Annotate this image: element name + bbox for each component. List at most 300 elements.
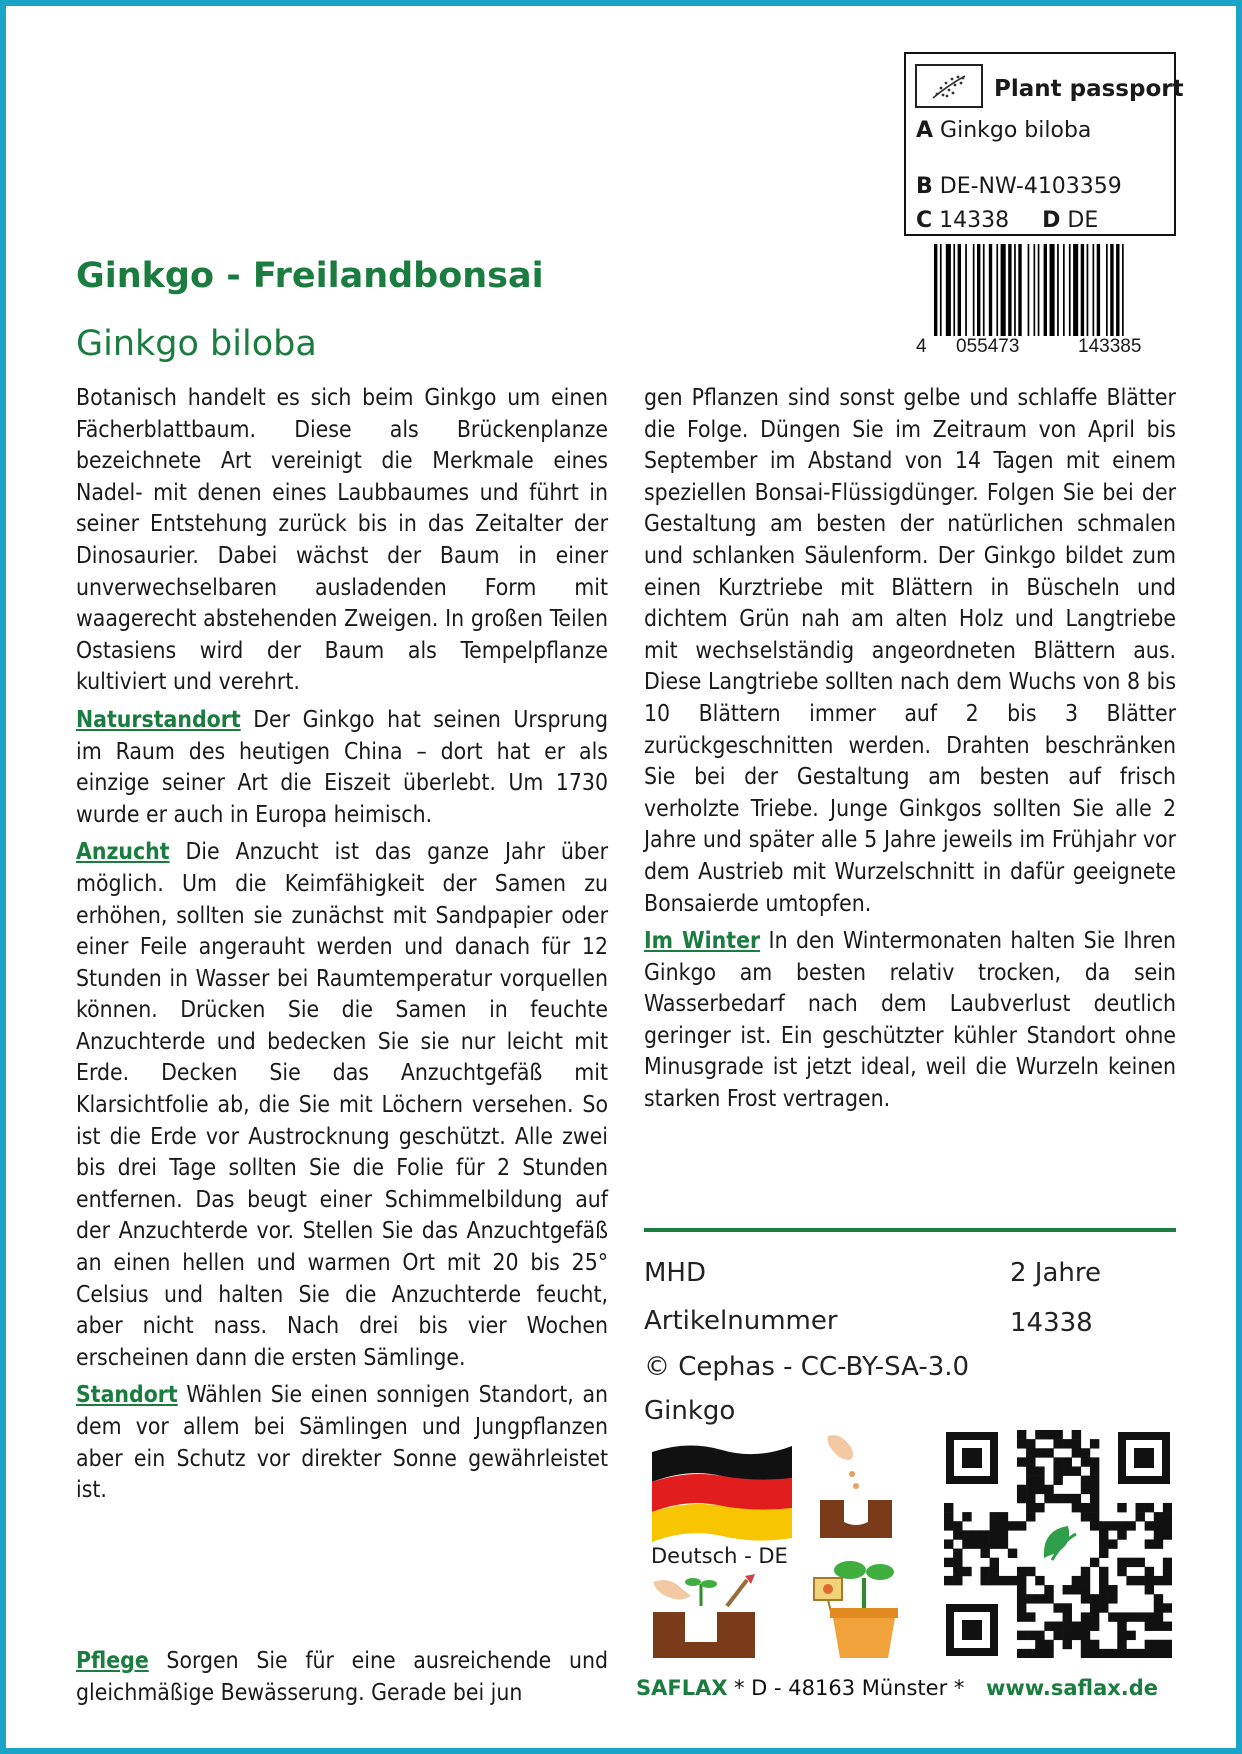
qr-module bbox=[1072, 1576, 1081, 1585]
qr-module bbox=[1026, 1503, 1035, 1512]
qr-module bbox=[1099, 1549, 1108, 1558]
qr-module bbox=[980, 1530, 989, 1539]
qr-module bbox=[953, 1567, 962, 1576]
qr-module bbox=[1081, 1622, 1090, 1631]
article-number-label: Artikelnummer bbox=[644, 1306, 838, 1336]
qr-module bbox=[1053, 1439, 1062, 1448]
passport-row-a bbox=[916, 118, 1091, 143]
qr-module bbox=[1035, 1594, 1044, 1603]
qr-module bbox=[1154, 1622, 1163, 1631]
barcode-group-left: 055473 bbox=[956, 336, 1020, 357]
qr-module bbox=[1072, 1494, 1081, 1503]
qr-module bbox=[1053, 1457, 1062, 1466]
qr-module bbox=[1044, 1430, 1053, 1439]
seedling-pot-icon bbox=[806, 1552, 904, 1660]
qr-module bbox=[1145, 1576, 1154, 1585]
qr-module bbox=[1063, 1640, 1072, 1649]
barcode-bar bbox=[1018, 244, 1021, 336]
qr-module bbox=[1063, 1603, 1072, 1612]
winter-heading: Im Winter bbox=[644, 928, 761, 955]
qr-module bbox=[1117, 1530, 1126, 1539]
qr-module bbox=[962, 1512, 971, 1521]
barcode-bar bbox=[1122, 244, 1124, 336]
qr-module bbox=[962, 1539, 971, 1548]
qr-module bbox=[1081, 1567, 1090, 1576]
qr-module bbox=[962, 1530, 971, 1539]
passport-value-a: Ginkgo biloba bbox=[940, 118, 1092, 143]
mhd-value: 2 Jahre bbox=[1010, 1258, 1101, 1288]
qr-module bbox=[944, 1503, 953, 1512]
qr-module bbox=[1145, 1521, 1154, 1530]
qr-module bbox=[1090, 1503, 1099, 1512]
qr-module bbox=[1017, 1612, 1026, 1621]
qr-module bbox=[1081, 1576, 1090, 1585]
qr-module bbox=[1154, 1649, 1163, 1658]
qr-module bbox=[1017, 1603, 1026, 1612]
qr-module bbox=[1154, 1512, 1163, 1521]
qr-module bbox=[1090, 1494, 1099, 1503]
qr-module bbox=[1044, 1594, 1053, 1603]
barcode-bar bbox=[989, 244, 992, 336]
qr-module bbox=[953, 1576, 962, 1585]
qr-module bbox=[1081, 1485, 1090, 1494]
barcode-bar bbox=[953, 244, 955, 336]
barcode-bar bbox=[1001, 244, 1006, 336]
qr-module bbox=[1090, 1466, 1099, 1475]
qr-module bbox=[1072, 1466, 1081, 1475]
qr-module bbox=[1044, 1448, 1053, 1457]
qr-module bbox=[1090, 1612, 1099, 1621]
company-address: * D - 48163 Münster * bbox=[734, 1676, 965, 1700]
qr-module bbox=[999, 1576, 1008, 1585]
qr-module bbox=[1044, 1485, 1053, 1494]
qr-module bbox=[1099, 1576, 1108, 1585]
qr-module bbox=[1108, 1612, 1117, 1621]
qr-module bbox=[1090, 1622, 1099, 1631]
pflege-paragraph-start bbox=[76, 1646, 608, 1712]
qr-module bbox=[1163, 1649, 1172, 1658]
qr-module bbox=[971, 1539, 980, 1548]
qr-module bbox=[990, 1539, 999, 1548]
qr-module bbox=[953, 1549, 962, 1558]
qr-module bbox=[1145, 1567, 1154, 1576]
qr-module bbox=[1035, 1649, 1044, 1658]
brand-name: SAFLAX bbox=[636, 1676, 728, 1700]
passport-key-a: A bbox=[916, 118, 934, 143]
qr-module bbox=[1026, 1512, 1035, 1521]
qr-module bbox=[999, 1539, 1008, 1548]
qr-module bbox=[1044, 1622, 1053, 1631]
qr-module bbox=[1081, 1457, 1090, 1466]
qr-module bbox=[1063, 1466, 1072, 1475]
qr-module bbox=[1081, 1631, 1090, 1640]
qr-module bbox=[1126, 1631, 1135, 1640]
qr-module bbox=[1035, 1576, 1044, 1585]
qr-module bbox=[1053, 1603, 1062, 1612]
qr-module bbox=[953, 1530, 962, 1539]
passport-value-d: DE bbox=[1067, 208, 1099, 233]
qr-module bbox=[1154, 1539, 1163, 1548]
qr-module bbox=[1017, 1439, 1026, 1448]
qr-module bbox=[944, 1512, 953, 1521]
qr-module bbox=[1035, 1448, 1044, 1457]
qr-module bbox=[1126, 1521, 1135, 1530]
qr-module bbox=[1017, 1576, 1026, 1585]
sowing-icon bbox=[816, 1430, 906, 1540]
passport-key-d: D bbox=[1042, 208, 1061, 233]
qr-module bbox=[1026, 1494, 1035, 1503]
barcode-bar bbox=[1097, 244, 1100, 336]
barcode-bar bbox=[1081, 244, 1084, 336]
qr-module bbox=[1099, 1521, 1108, 1530]
product-title: Ginkgo - Freilandbonsai bbox=[76, 256, 544, 296]
qr-module bbox=[1053, 1622, 1062, 1631]
qr-module bbox=[1108, 1649, 1117, 1658]
pflege-heading: Pflege bbox=[76, 1648, 149, 1674]
qr-module bbox=[1117, 1612, 1126, 1621]
barcode-digit-prefix: 4 bbox=[916, 336, 927, 357]
qr-module bbox=[990, 1567, 999, 1576]
qr-module bbox=[1108, 1539, 1117, 1548]
pflege-text-start: Sorgen Sie für eine ausreichende und gleichmäßige Bewässerung. Gerade bei jun bbox=[76, 1648, 608, 1706]
barcode-bar bbox=[1044, 244, 1047, 336]
qr-module bbox=[1090, 1594, 1099, 1603]
qr-module bbox=[1090, 1603, 1099, 1612]
passport-value-c: 14338 bbox=[939, 208, 1010, 233]
qr-module bbox=[1126, 1612, 1135, 1621]
qr-module bbox=[1099, 1530, 1108, 1539]
qr-module bbox=[1099, 1585, 1108, 1594]
qr-module bbox=[1063, 1457, 1072, 1466]
intro-paragraph: Botanisch handelt es sich beim Ginkgo um einen Fächerblattbaum. Diese als Brückenplanze bezeichnete Art vereinigt die Merkmale eines Nadel- mit denen eines Laubbaumes und führt in seiner Entstehung zurück bis in das Zeitalter der Dinosaurier. Dabei wächst der Baum in einer unverwechselbaren ausladenden Form mit waagerecht abstehenden Zweigen. In großen Teilen Ostasiens wird der Baum als Tempelpflanze kultiviert und verehrt. bbox=[76, 385, 608, 696]
qr-module bbox=[1008, 1576, 1017, 1585]
barcode-bar bbox=[1038, 244, 1040, 336]
passport-title: Plant passport bbox=[994, 76, 1184, 102]
website-link[interactable]: www.saflax.de bbox=[986, 1676, 1159, 1700]
barcode-bar bbox=[946, 244, 951, 336]
qr-module bbox=[1145, 1622, 1154, 1631]
qr-module bbox=[1072, 1439, 1081, 1448]
qr-module bbox=[944, 1558, 953, 1567]
barcode-group-right: 143385 bbox=[1078, 336, 1142, 357]
qr-module bbox=[1081, 1585, 1090, 1594]
qr-module bbox=[1035, 1476, 1044, 1485]
qr-module bbox=[944, 1576, 953, 1585]
qr-module bbox=[1099, 1567, 1108, 1576]
qr-module bbox=[953, 1521, 962, 1530]
image-caption: Ginkgo bbox=[644, 1396, 736, 1426]
barcode-bar bbox=[1093, 244, 1095, 336]
qr-module bbox=[1053, 1430, 1062, 1439]
qr-code-icon bbox=[944, 1430, 1172, 1658]
qr-module bbox=[1145, 1612, 1154, 1621]
naturstandort-text: Der Ginkgo hat seinen Ursprung im Raum des heutigen China – dort hat er als einzige seiner Art die Eiszeit überlebt. Um 1730 wurde er auch in Europa heimisch. bbox=[76, 706, 608, 828]
qr-module bbox=[1117, 1503, 1126, 1512]
qr-module bbox=[1154, 1612, 1163, 1621]
qr-module bbox=[1081, 1503, 1090, 1512]
qr-module bbox=[1017, 1631, 1026, 1640]
qr-module bbox=[1063, 1439, 1072, 1448]
qr-module bbox=[1136, 1503, 1145, 1512]
qr-module bbox=[1072, 1430, 1081, 1439]
qr-module bbox=[1163, 1622, 1172, 1631]
standort-text: Wählen Sie einen sonnigen Standort, an dem vor allem bei Sämlingen und Jungpflanzen aber ein Schutz vor direkter Sonne gewährleistet ist. bbox=[76, 1382, 609, 1504]
qr-module bbox=[1026, 1631, 1035, 1640]
qr-module bbox=[1163, 1558, 1172, 1567]
qr-module bbox=[1044, 1585, 1053, 1594]
qr-module bbox=[1117, 1622, 1126, 1631]
qr-module bbox=[1108, 1585, 1117, 1594]
qr-module bbox=[944, 1521, 953, 1530]
qr-module bbox=[1026, 1476, 1035, 1485]
qr-module bbox=[1017, 1649, 1026, 1658]
passport-row-b bbox=[916, 174, 1122, 199]
barcode-bar bbox=[958, 244, 961, 336]
qr-module bbox=[1017, 1585, 1026, 1594]
naturstandort-paragraph bbox=[76, 705, 608, 831]
qr-module bbox=[1026, 1567, 1035, 1576]
qr-module bbox=[1090, 1649, 1099, 1658]
qr-module bbox=[1035, 1430, 1044, 1439]
barcode-bar bbox=[940, 244, 942, 336]
info-divider bbox=[644, 1228, 1176, 1232]
anzucht-text: Die Anzucht ist das ganze Jahr über möglich. Um die Keimfähigkeit der Samen zu erhöhen, sollten sie zunächst mit Sandpapier oder einer Feile angerauht werden und danach für 12 Stunden in Wasser bei Raumtemperatur vorquellen können. Drücken Sie die Samen in feuchte Anzuchterde und bedecken Sie sie nur leicht mit Erde. Decken Sie das Anzuchtgefäß mit Klarsichtfolie ab, die Sie mit Löchern versehen. So ist die Erde vor Austrocknung geschützt. Alle zwei bis drei Tage sollten Sie die Folie für 2 Stunden entfernen. Das beugt einer Schimmelbildung auf der Anzuchterde vor. Stellen Sie das Anzuchtgefäß an einen hellen und warmen Ort mit 20 bis 25° Celsius und halten Sie die Anzuchterde feucht, aber nicht nass. Nach drei bis vier Wochen erscheinen dann die ersten Sämlinge. bbox=[76, 839, 608, 1371]
qr-module bbox=[1035, 1631, 1044, 1640]
barcode-bar bbox=[1014, 244, 1016, 336]
qr-module bbox=[1090, 1558, 1099, 1567]
qr-module bbox=[1154, 1594, 1163, 1603]
botanical-name: Ginkgo biloba bbox=[76, 324, 317, 364]
qr-module bbox=[990, 1512, 999, 1521]
qr-module bbox=[1053, 1494, 1062, 1503]
qr-module bbox=[999, 1530, 1008, 1539]
qr-module bbox=[1154, 1576, 1163, 1585]
qr-module bbox=[980, 1539, 989, 1548]
eu-organic-logo-icon bbox=[915, 64, 983, 108]
qr-module bbox=[1154, 1640, 1163, 1649]
qr-module bbox=[1117, 1558, 1126, 1567]
qr-module bbox=[1026, 1594, 1035, 1603]
pflege-text-continued: gen Pflanzen sind sonst gelbe und schlaffe Blätter die Folge. Düngen Sie im Zeitraum von April bis September im Abstand von 14 Tagen mit einem speziellen Bonsai-Flüssigdünger. Folgen Sie bei der Gestaltung am besten der natürlichen schmalen und schlanken Säulenform. Der Ginkgo bildet zum einen Kurztriebe mit Blättern in Büscheln und dichtem Grün nah am alten Holz und Langtriebe mit wechselständig angeordneten Blättern aus. Diese Langtriebe sollten nach dem Wuchs von 8 bis 10 Blättern immer auf 2 bis 3 Blätter zurückgeschnitten werden. Drahten beschränken Sie bei der Gestaltung am besten auf frisch verholzte Triebe. Junge Ginkgos sollten Sie alle 2 Jahre und später alle 5 Jahre jeweils im Frühjahr vor dem Austrieb mit Wurzelschnitt in dafür geeignete Bonsaierde umtopfen. bbox=[644, 385, 1176, 917]
qr-module bbox=[953, 1558, 962, 1567]
qr-module bbox=[999, 1512, 1008, 1521]
qr-module bbox=[1017, 1567, 1026, 1576]
qr-module bbox=[1099, 1594, 1108, 1603]
qr-module bbox=[1136, 1612, 1145, 1621]
qr-module bbox=[1063, 1494, 1072, 1503]
barcode-bar bbox=[1073, 244, 1078, 336]
qr-module bbox=[1072, 1631, 1081, 1640]
qr-module bbox=[1081, 1594, 1090, 1603]
barcode-bar bbox=[965, 244, 967, 336]
qr-module bbox=[980, 1549, 989, 1558]
barcode-bar bbox=[1028, 244, 1030, 336]
barcode-bar bbox=[1057, 244, 1059, 336]
qr-module bbox=[1154, 1521, 1163, 1530]
qr-module bbox=[990, 1558, 999, 1567]
qr-module bbox=[1090, 1485, 1099, 1494]
qr-module bbox=[962, 1567, 971, 1576]
qr-module bbox=[1017, 1457, 1026, 1466]
qr-module bbox=[1063, 1631, 1072, 1640]
qr-module bbox=[990, 1576, 999, 1585]
qr-module bbox=[1145, 1503, 1154, 1512]
qr-module bbox=[1163, 1603, 1172, 1612]
qr-module bbox=[1081, 1640, 1090, 1649]
barcode-bar bbox=[1116, 244, 1119, 336]
barcode-bar bbox=[1050, 244, 1055, 336]
plant-passport bbox=[904, 52, 1184, 236]
qr-module bbox=[1017, 1594, 1026, 1603]
qr-module bbox=[1026, 1457, 1035, 1466]
passport-row-cd bbox=[916, 208, 1098, 233]
qr-module bbox=[1090, 1457, 1099, 1466]
qr-module bbox=[1117, 1640, 1126, 1649]
mhd-label: MHD bbox=[644, 1258, 707, 1288]
qr-module bbox=[1126, 1649, 1135, 1658]
qr-module bbox=[1026, 1448, 1035, 1457]
qr-module bbox=[1090, 1512, 1099, 1521]
qr-module bbox=[1017, 1521, 1026, 1530]
barcode-bar bbox=[1106, 244, 1108, 336]
qr-module bbox=[1026, 1439, 1035, 1448]
qr-module bbox=[1063, 1622, 1072, 1631]
article-number-value: 14338 bbox=[1010, 1308, 1093, 1338]
qr-module bbox=[990, 1530, 999, 1539]
qr-module bbox=[1053, 1476, 1062, 1485]
qr-module bbox=[1163, 1512, 1172, 1521]
qr-module bbox=[1145, 1640, 1154, 1649]
qr-module bbox=[1108, 1521, 1117, 1530]
qr-module bbox=[1035, 1640, 1044, 1649]
qr-module bbox=[1126, 1558, 1135, 1567]
qr-module bbox=[1145, 1539, 1154, 1548]
barcode-bar bbox=[1034, 244, 1036, 336]
qr-module bbox=[1063, 1585, 1072, 1594]
qr-module bbox=[1026, 1485, 1035, 1494]
qr-module bbox=[999, 1521, 1008, 1530]
qr-module bbox=[1145, 1649, 1154, 1658]
barcode-bar bbox=[1087, 244, 1089, 336]
qr-module bbox=[1063, 1612, 1072, 1621]
qr-module bbox=[1035, 1503, 1044, 1512]
qr-module bbox=[1090, 1476, 1099, 1485]
qr-module bbox=[1081, 1649, 1090, 1658]
qr-module bbox=[1072, 1503, 1081, 1512]
qr-module bbox=[971, 1530, 980, 1539]
language-label: Deutsch - DE bbox=[651, 1544, 788, 1568]
qr-module bbox=[1108, 1594, 1117, 1603]
qr-module bbox=[980, 1567, 989, 1576]
qr-module bbox=[1017, 1485, 1026, 1494]
qr-module bbox=[1099, 1603, 1108, 1612]
anzucht-paragraph bbox=[76, 837, 608, 1374]
barcode-bar bbox=[1110, 244, 1113, 336]
winter-text: In den Wintermonaten halten Sie Ihren Ginkgo am besten relativ trocken, da sein Wasserbedarf nach dem Laubverlust deutlich geringer ist. Ein geschützter kühler Standort ohne Minusgrade ist jetzt ideal, weil die Wurzeln keinen starken Frost vertragen. bbox=[644, 928, 1177, 1113]
winter-paragraph bbox=[644, 926, 1176, 1116]
planting-icon bbox=[651, 1572, 759, 1660]
barcode-bar bbox=[996, 244, 998, 336]
passport-value-b: DE-NW-4103359 bbox=[939, 174, 1122, 199]
qr-module bbox=[1154, 1603, 1163, 1612]
qr-module bbox=[1136, 1512, 1145, 1521]
barcode-bar bbox=[1008, 244, 1011, 336]
barcode-bar bbox=[983, 244, 985, 336]
qr-module bbox=[1072, 1585, 1081, 1594]
standort-heading: Standort bbox=[76, 1382, 178, 1409]
qr-module bbox=[1072, 1622, 1081, 1631]
barcode-bar bbox=[973, 244, 975, 336]
qr-module bbox=[1163, 1567, 1172, 1576]
passport-key-c: C bbox=[916, 208, 933, 233]
qr-module bbox=[1044, 1640, 1053, 1649]
qr-module bbox=[1072, 1448, 1081, 1457]
qr-module bbox=[1081, 1476, 1090, 1485]
qr-module bbox=[1017, 1494, 1026, 1503]
qr-module bbox=[1136, 1649, 1145, 1658]
barcode-bar bbox=[977, 244, 980, 336]
qr-module bbox=[1081, 1512, 1090, 1521]
qr-module bbox=[1026, 1649, 1035, 1658]
barcode-bar bbox=[934, 244, 937, 336]
qr-module bbox=[1117, 1521, 1126, 1530]
qr-module bbox=[1044, 1494, 1053, 1503]
text-column-left bbox=[76, 383, 608, 1513]
qr-module bbox=[980, 1576, 989, 1585]
qr-module bbox=[1035, 1466, 1044, 1475]
qr-module bbox=[1136, 1576, 1145, 1585]
qr-module bbox=[1163, 1503, 1172, 1512]
qr-module bbox=[1081, 1448, 1090, 1457]
qr-module bbox=[1090, 1439, 1099, 1448]
qr-module bbox=[1136, 1558, 1145, 1567]
qr-module bbox=[1145, 1585, 1154, 1594]
qr-module bbox=[1044, 1649, 1053, 1658]
qr-module bbox=[944, 1539, 953, 1548]
anzucht-heading: Anzucht bbox=[76, 839, 170, 866]
qr-module bbox=[1163, 1530, 1172, 1539]
qr-module bbox=[1008, 1549, 1017, 1558]
barcode-bar bbox=[1069, 244, 1071, 336]
image-copyright: © Cephas - CC-BY-SA-3.0 bbox=[644, 1352, 970, 1382]
qr-module bbox=[1008, 1521, 1017, 1530]
standort-paragraph bbox=[76, 1380, 608, 1506]
qr-module bbox=[1017, 1430, 1026, 1439]
germany-flag-icon bbox=[648, 1438, 796, 1542]
qr-module bbox=[1053, 1466, 1062, 1475]
passport-key-b: B bbox=[916, 174, 933, 199]
qr-module bbox=[1081, 1612, 1090, 1621]
qr-module bbox=[1126, 1576, 1135, 1585]
qr-module bbox=[1163, 1576, 1172, 1585]
qr-module bbox=[1035, 1485, 1044, 1494]
qr-module bbox=[1099, 1649, 1108, 1658]
qr-module bbox=[1117, 1567, 1126, 1576]
barcode-bar bbox=[1063, 244, 1065, 336]
qr-module bbox=[1163, 1640, 1172, 1649]
qr-module bbox=[1163, 1521, 1172, 1530]
qr-module bbox=[1090, 1521, 1099, 1530]
qr-module bbox=[990, 1521, 999, 1530]
naturstandort-heading: Naturstandort bbox=[76, 706, 241, 733]
qr-module bbox=[1099, 1539, 1108, 1548]
qr-module bbox=[1117, 1649, 1126, 1658]
qr-module bbox=[1053, 1631, 1062, 1640]
qr-module bbox=[1026, 1612, 1035, 1621]
qr-module bbox=[1090, 1640, 1099, 1649]
qr-module bbox=[1154, 1530, 1163, 1539]
qr-module bbox=[1117, 1631, 1126, 1640]
